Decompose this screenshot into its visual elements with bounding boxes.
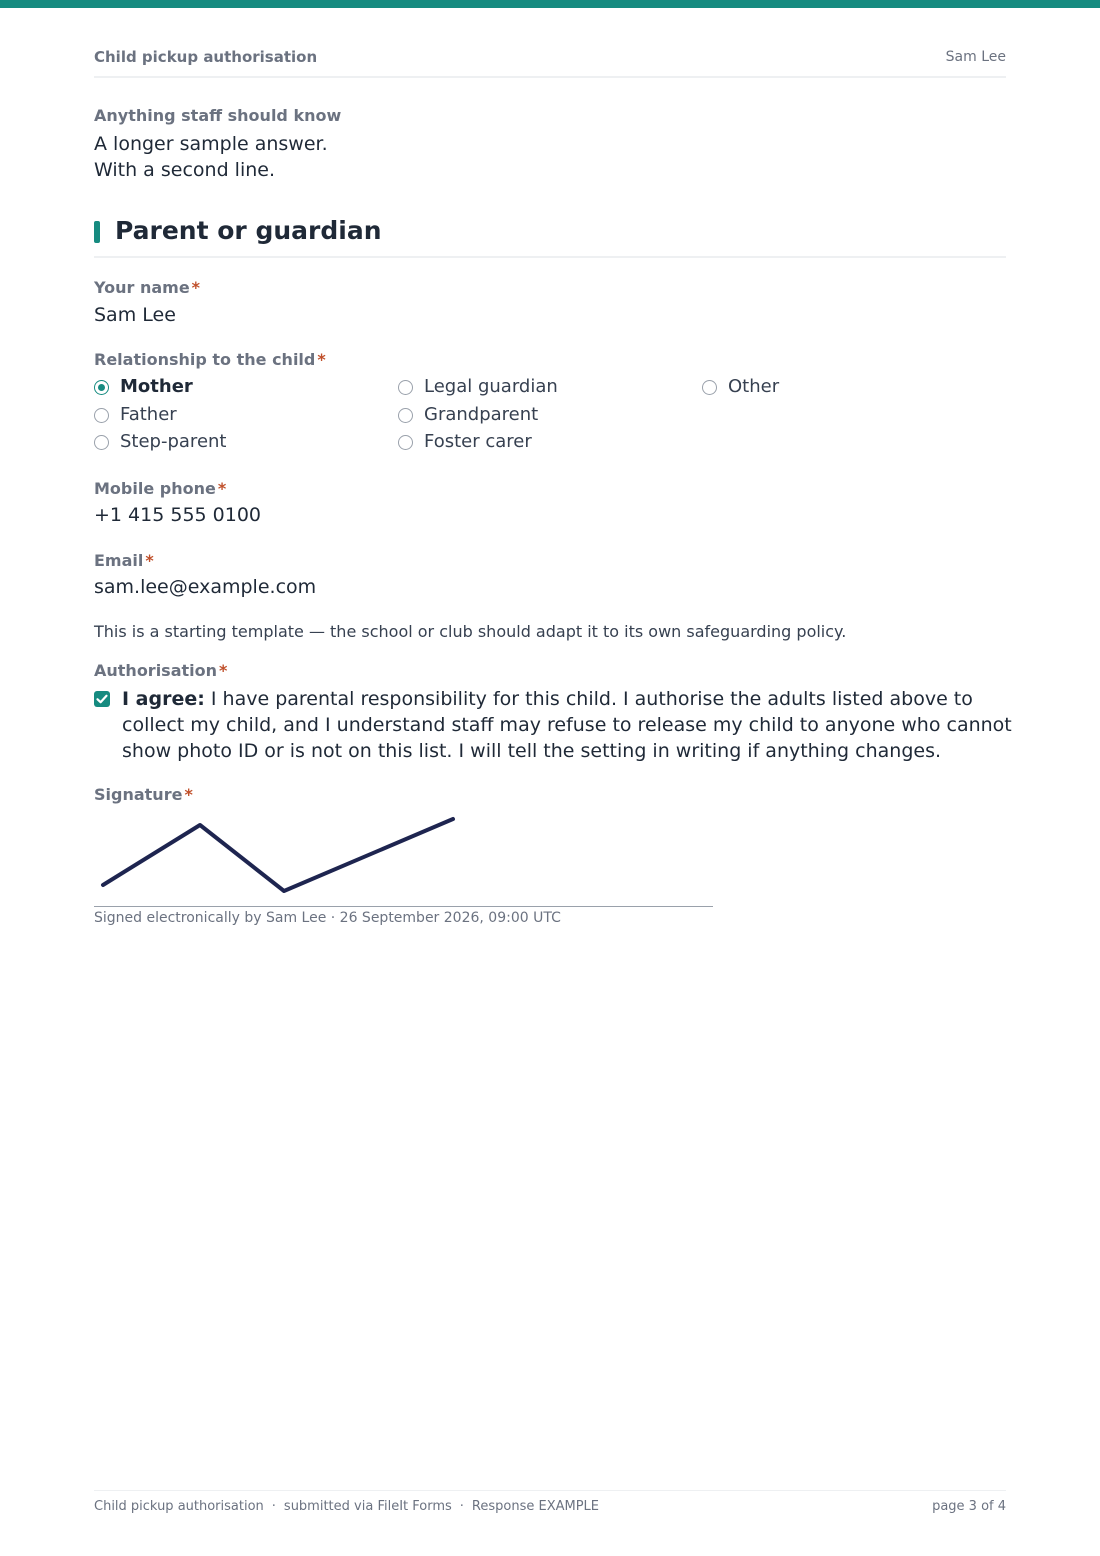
header-user-name: Sam Lee bbox=[945, 49, 1006, 65]
radio-label: Father bbox=[120, 404, 177, 425]
footer-page-number: page 3 of 4 bbox=[932, 1499, 1006, 1514]
radio-label: Foster carer bbox=[424, 431, 532, 452]
checkbox-checked-icon[interactable] bbox=[94, 691, 110, 707]
signature-drawing bbox=[94, 808, 713, 906]
radio-label: Mother bbox=[120, 376, 193, 397]
section-title: Parent or guardian bbox=[115, 216, 382, 245]
section-accent-bar bbox=[94, 221, 100, 243]
header-form-title: Child pickup authorisation bbox=[94, 48, 318, 66]
required-marker: * bbox=[184, 785, 193, 804]
page-header bbox=[94, 48, 1006, 78]
agree-text: I have parental responsibility for this child. I authorise the adults listed above to collect my child, and I understand staff may refuse to release my child to anyone who cannot show photo ID or is not on this list. I will tell the setting in writing if anything changes. bbox=[122, 688, 1012, 762]
signature-meta: Signed electronically by Sam Lee · 26 September 2026, 09:00 UTC bbox=[94, 910, 561, 926]
agree-prefix: I agree: bbox=[122, 688, 205, 710]
radio-unselected-icon[interactable] bbox=[398, 380, 413, 395]
label-text: Signature bbox=[94, 785, 183, 804]
page-footer bbox=[94, 1490, 1006, 1521]
authorisation-statement bbox=[122, 686, 1012, 764]
signature-box bbox=[94, 808, 713, 907]
footer-via: submitted via FileIt Forms bbox=[283, 1499, 452, 1514]
label-text: Your name bbox=[94, 278, 190, 297]
signature-field-label bbox=[94, 785, 193, 804]
radio-unselected-icon[interactable] bbox=[398, 408, 413, 423]
required-marker: * bbox=[217, 479, 227, 498]
radio-label: Legal guardian bbox=[424, 376, 558, 397]
name-field-label bbox=[94, 278, 200, 297]
radio-unselected-icon[interactable] bbox=[94, 408, 109, 423]
email-field-label bbox=[94, 551, 154, 570]
required-marker: * bbox=[317, 350, 326, 369]
email-field-value: sam.lee@example.com bbox=[94, 576, 317, 598]
radio-unselected-icon[interactable] bbox=[702, 380, 717, 395]
footer-separator: · bbox=[271, 1499, 276, 1514]
label-text: Relationship to the child bbox=[94, 350, 316, 369]
section-header bbox=[94, 216, 1006, 258]
notes-field-label: Anything staff should know bbox=[94, 106, 342, 125]
required-marker: * bbox=[145, 551, 154, 570]
label-text: Email bbox=[94, 551, 144, 570]
label-text: Mobile phone bbox=[94, 479, 216, 498]
top-accent-bar bbox=[0, 0, 1100, 8]
radio-label: Grandparent bbox=[424, 404, 539, 425]
authorisation-field-label bbox=[94, 661, 227, 680]
phone-field-value: +1 415 555 0100 bbox=[94, 504, 262, 526]
footer-form-name: Child pickup authorisation bbox=[94, 1499, 264, 1514]
required-marker: * bbox=[219, 661, 228, 680]
notes-line: With a second line. bbox=[94, 159, 275, 181]
radio-unselected-icon[interactable] bbox=[398, 435, 413, 450]
footer-info bbox=[94, 1499, 599, 1514]
radio-selected-icon[interactable] bbox=[94, 380, 109, 395]
notes-line: A longer sample answer. bbox=[94, 133, 328, 155]
footer-separator: · bbox=[459, 1499, 464, 1514]
footer-response: Response EXAMPLE bbox=[471, 1499, 600, 1514]
relationship-field-label bbox=[94, 350, 326, 369]
label-text: Authorisation bbox=[94, 661, 218, 680]
phone-field-label bbox=[94, 479, 226, 498]
template-note: This is a starting template — the school or club should adapt it to its own safeguarding policy. bbox=[94, 622, 847, 641]
name-field-value: Sam Lee bbox=[94, 304, 176, 326]
notes-field-value bbox=[94, 131, 328, 183]
radio-label: Step-parent bbox=[120, 431, 227, 452]
radio-label: Other bbox=[728, 376, 780, 397]
required-marker: * bbox=[191, 278, 201, 297]
radio-unselected-icon[interactable] bbox=[94, 435, 109, 450]
